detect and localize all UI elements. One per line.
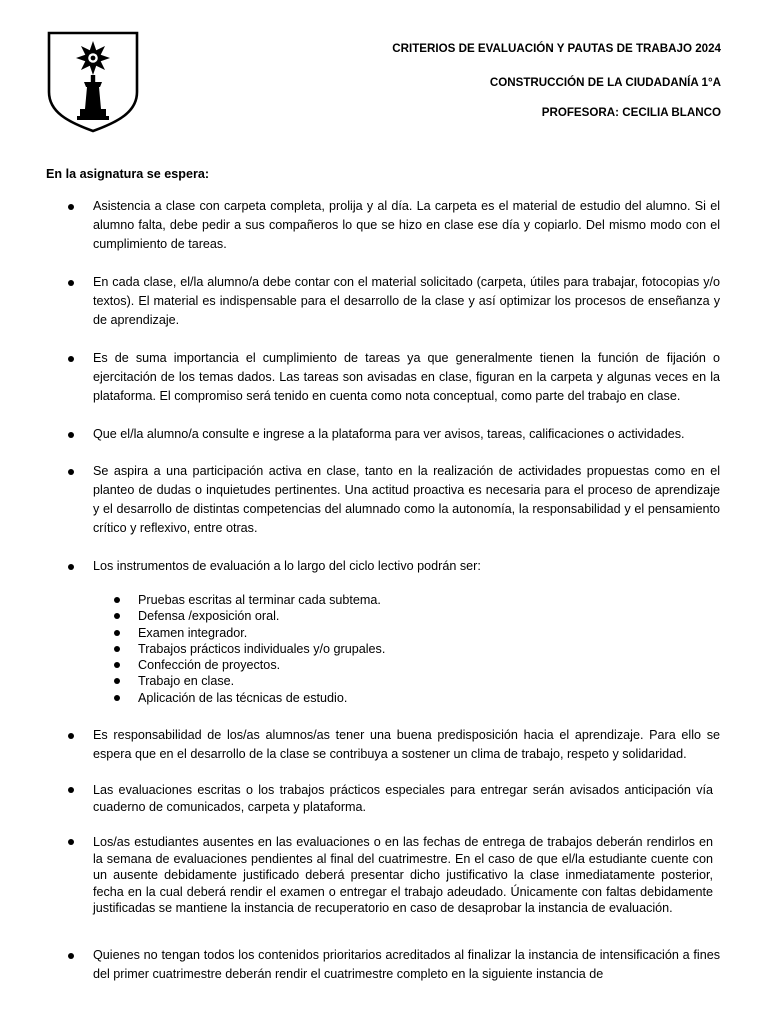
list-item-text: Quienes no tengan todos los contenidos prioritarios acreditados al finalizar la instancia de intensificación a fines del primer cuatrimestre deberán rendir el cuatrimestre completo en la siguiente instancia de [93, 948, 720, 981]
bullet-icon [114, 695, 120, 701]
bullet-icon [114, 630, 120, 636]
list-item-text: Los instrumentos de evaluación a lo largo del ciclo lectivo podrán ser: [93, 559, 481, 573]
bullet-icon [114, 613, 120, 619]
list-item-text: Los/as estudiantes ausentes en las evaluaciones o en las fechas de entrega de trabajos deberán rendirlos en la semana de evaluaciones pendientes al final del cuatrimestre. En el caso de que el/la estudiante cuente con un ausente debidamente justificado deberá presentar dicho justificativo la clase inmediatamente posterior, fecha en la cual deberá rendir el examen o entregar el trabajo adeudado. Únicamente con faltas debidamente justificadas se mantiene la instancia de recuperatorio en caso de desaprobar la instancia de evaluación. [93, 835, 713, 915]
instrument-text: Trabajos prácticos individuales y/o grupales. [138, 641, 386, 656]
instrument-text: Defensa /exposición oral. [138, 609, 280, 624]
list-item-text: Las evaluaciones escritas o los trabajos prácticos especiales para entregar serán avisados anticipación vía cuaderno de comunicados, carpeta y plataforma. [93, 783, 713, 814]
instrument-item [114, 657, 385, 673]
instrument-item [114, 608, 385, 624]
list-item-text: En cada clase, el/la alumno/a debe contar con el material solicitado (carpeta, útiles para trabajar, fotocopias y/o textos). El material es indispensable para el desarrollo de la clase y así optimizar los procesos de enseñanza y de aprendizaje. [93, 275, 720, 327]
instruments-list [114, 592, 385, 706]
bullet-icon [114, 678, 120, 684]
list-item-text: Que el/la alumno/a consulte e ingrese a la plataforma para ver avisos, tareas, calificaciones o actividades. [93, 427, 685, 441]
header-subject: CONSTRUCCIÓN DE LA CIUDADANÍA 1°A [489, 76, 721, 89]
list-item-text: Es de suma importancia el cumplimiento de tareas ya que generalmente tienen la función de fijación o ejercitación de los temas dados. Las tareas son avisadas en clase, figuran en la carpeta y algunas veces en la plataforma. El compromiso será tenido en cuenta como nota conceptual, como parte del trabajo en clase. [93, 351, 720, 403]
bullet-icon [68, 432, 74, 438]
bullet-icon [68, 356, 74, 362]
bullet-icon [68, 469, 74, 475]
bullet-icon [114, 597, 120, 603]
instrument-text: Trabajo en clase. [138, 674, 235, 689]
instrument-item [114, 673, 385, 689]
instrument-text: Pruebas escritas al terminar cada subtema. [138, 593, 381, 607]
bullet-icon [68, 733, 74, 739]
bullet-icon [68, 204, 74, 210]
bullet-icon [68, 564, 74, 570]
school-shield-crest-icon [46, 30, 140, 134]
bullet-icon [114, 646, 120, 652]
bullet-icon [68, 839, 74, 845]
intro-heading: En la asignatura se espera: [46, 167, 210, 181]
instrument-text: Confección de proyectos. [138, 658, 281, 673]
instrument-text: Examen integrador. [138, 625, 248, 640]
list-item-text: Es responsabilidad de los/as alumnos/as tener una buena predisposición hacia el aprendizaje. Para ello se espera que en el desarrollo de la clase se contribuya a sostener un clima de trabajo, respeto y solidaridad. [93, 728, 720, 761]
instrument-item [114, 690, 385, 706]
header-teacher: PROFESORA: CECILIA BLANCO [541, 106, 721, 119]
bullet-icon [68, 953, 74, 959]
instrument-item [114, 592, 385, 608]
bullet-icon [114, 662, 120, 668]
list-item-text: Asistencia a clase con carpeta completa, prolija y al día. La carpeta es el material de estudio del alumno. Si el alumno falta, debe pedir a sus compañeros lo que se hizo en clase ese día y copiarlo. Del mismo modo con el cumplimiento de tareas. [93, 199, 720, 251]
instrument-item [114, 625, 385, 641]
list-item-text: Se aspira a una participación activa en clase, tanto en la realización de actividades propuestas como en el planteo de dudas o inquietudes pertinentes. Una actitud proactiva es necesaria para el proceso de aprendizaje y el desarrollo de distintas competencias del alumnado como la autonomía, la responsabilidad y el pensamiento crítico y reflexivo, entre otras. [93, 464, 720, 535]
instrument-text: Aplicación de las técnicas de estudio. [138, 690, 348, 705]
bullet-icon [68, 787, 74, 793]
header-title: CRITERIOS DE EVALUACIÓN Y PAUTAS DE TRABAJO 2024 [392, 42, 721, 55]
bullet-icon [68, 280, 74, 286]
instrument-item [114, 641, 385, 657]
